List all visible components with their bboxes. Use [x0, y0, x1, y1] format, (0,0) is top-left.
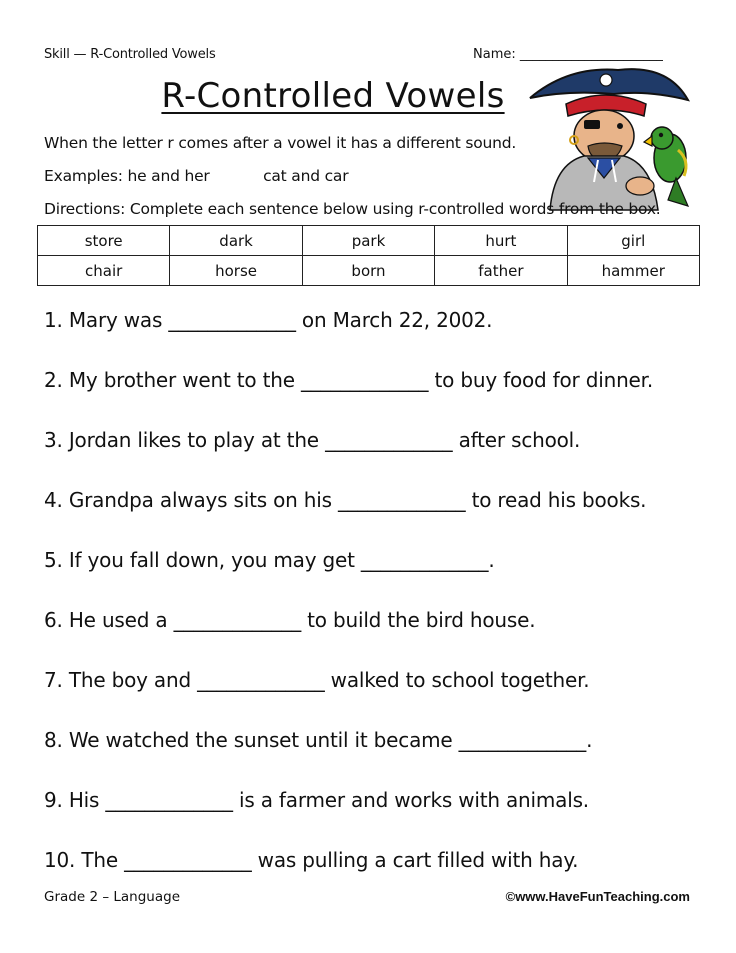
- name-field[interactable]: Name: ______________________: [473, 47, 663, 62]
- word-cell: girl: [567, 226, 699, 256]
- examples-line: [44, 167, 348, 185]
- word-cell: dark: [170, 226, 302, 256]
- word-cell: store: [38, 226, 170, 256]
- directions-text: Complete each sentence below using r-controlled words from the box.: [129, 200, 661, 218]
- directions-line: [44, 200, 661, 218]
- word-cell: born: [302, 256, 434, 286]
- word-box-row: [38, 256, 700, 286]
- question-7[interactable]: 7. The boy and _____________ walked to school together.: [44, 668, 590, 692]
- question-10[interactable]: 10. The _____________ was pulling a cart filled with hay.: [44, 848, 579, 872]
- grade-label: Grade 2 – Language: [44, 889, 180, 905]
- question-9[interactable]: 9. His _____________ is a farmer and works with animals.: [44, 788, 589, 812]
- question-1[interactable]: 1. Mary was _____________ on March 22, 2002.: [44, 308, 493, 332]
- example-second: cat and car: [263, 167, 349, 185]
- word-cell: park: [302, 226, 434, 256]
- question-2[interactable]: 2. My brother went to the _____________ to buy food for dinner.: [44, 368, 653, 392]
- word-box-row: [38, 226, 700, 256]
- word-cell: hurt: [435, 226, 567, 256]
- skill-label: Skill — R-Controlled Vowels: [44, 47, 216, 62]
- question-8[interactable]: 8. We watched the sunset until it became _____________.: [44, 728, 593, 752]
- question-5[interactable]: 5. If you fall down, you may get _____________.: [44, 548, 495, 572]
- examples-label: Examples:: [44, 167, 123, 185]
- copyright-link[interactable]: ©www.HaveFunTeaching.com: [505, 889, 690, 904]
- intro-text: When the letter r comes after a vowel it has a different sound.: [44, 134, 517, 152]
- word-cell: hammer: [567, 256, 699, 286]
- page-title: R-Controlled Vowels: [161, 76, 505, 116]
- word-box: [37, 225, 700, 286]
- question-3[interactable]: 3. Jordan likes to play at the _____________ after school.: [44, 428, 581, 452]
- word-cell: father: [435, 256, 567, 286]
- word-cell: chair: [38, 256, 170, 286]
- question-6[interactable]: 6. He used a _____________ to build the bird house.: [44, 608, 536, 632]
- directions-label: Directions:: [44, 200, 126, 218]
- example-first: he and her: [127, 167, 210, 185]
- word-cell: horse: [170, 256, 302, 286]
- question-4[interactable]: 4. Grandpa always sits on his _____________ to read his books.: [44, 488, 647, 512]
- pirate-with-parrot-icon: [528, 60, 700, 212]
